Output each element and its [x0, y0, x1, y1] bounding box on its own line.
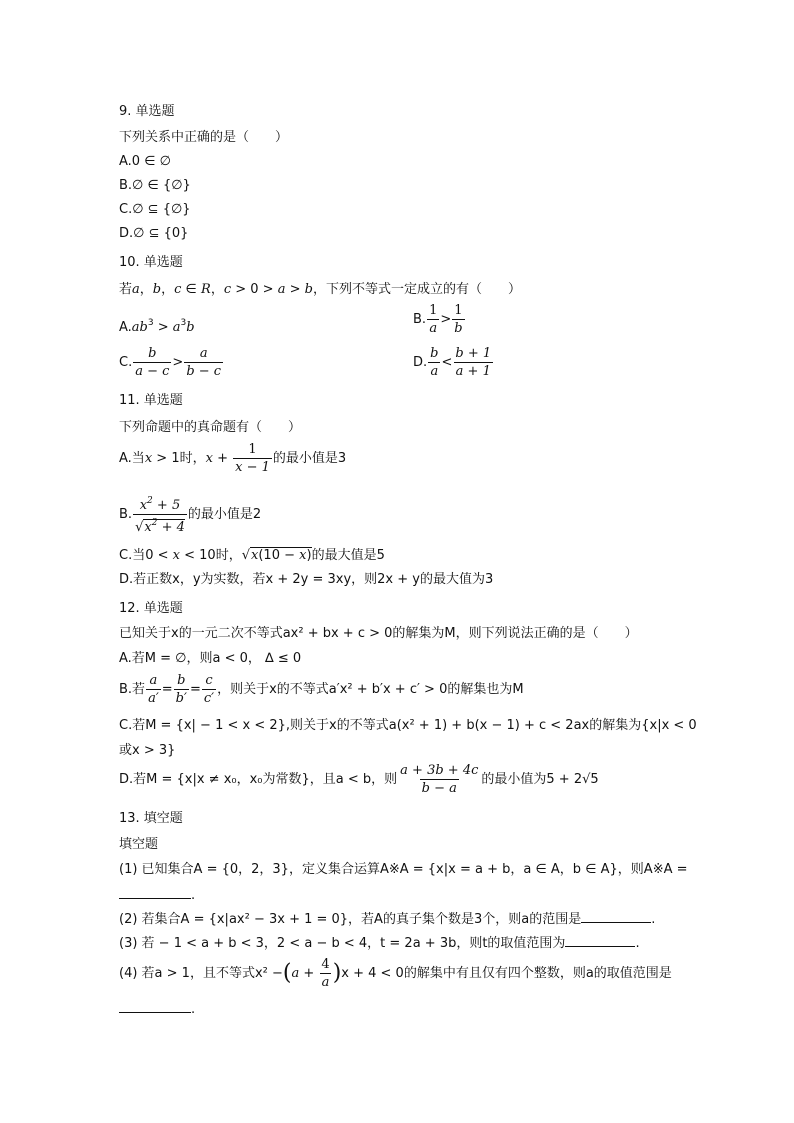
q13-part1: (1) 已知集合A = {0，2，3}，定义集合运算A※A = {x|x = a + b，a ∈ A，b ∈ A}，则A※A = — [119, 862, 688, 877]
q12-option-d: D.若M = {x|x ≠ x₀，x₀为常数}，且a < b，则 $\frac{a + 3b + 4c}{b - a}$ 的最小值为5 + 2√5 — [119, 763, 599, 796]
q13-part3-blank[interactable] — [565, 932, 635, 947]
q9-option-c: C.∅ ⊆ {∅} — [119, 202, 191, 217]
q11-option-b: B. $\frac{x^2 + 5}{√x^2 + 4}$ 的最小值是2 — [119, 496, 262, 535]
q13-part2: (2) 若集合A = {x|ax² − 3x + 1 = 0}，若A的真子集个数是3个，则a的范围是 . — [119, 908, 655, 930]
q10-option-b: B. $\frac{1}{a}$ > $\frac{1}{b}$ — [413, 303, 463, 336]
q11-option-a: A.当x > 1时，x + $\frac{1}{x - 1}$ 的最小值是3 — [119, 442, 347, 475]
q10-header: 10. 单选题 — [119, 255, 183, 270]
q13-part1-blank[interactable]: . — [119, 884, 195, 906]
q13-header: 13. 填空题 — [119, 811, 183, 826]
q11-header: 11. 单选题 — [119, 393, 183, 408]
q13-part4: (4) 若a > 1，且不等式x² −(a + $\frac{4}{a}$ )x + 4 < 0的解集中有且仅有四个整数，则a的取值范围是 — [119, 957, 672, 990]
q9-option-b: B.∅ ∈ {∅} — [119, 178, 191, 193]
q10-stem: 若a，b，c ∈ R，c > 0 > a > b，下列不等式一定成立的有（ ） — [119, 282, 521, 297]
q13-part2-blank[interactable] — [581, 908, 651, 923]
q9-header: 9. 单选题 — [119, 104, 175, 119]
q12-option-c-line1: C.若M = {x| − 1 < x < 2},则关于x的不等式a(x² + 1) + b(x − 1) + c < 2ax的解集为{x|x < 0 — [119, 718, 697, 733]
q12-option-b: B.若 $\frac{a}{a'}$ = $\frac{b}{b'}$ = $\frac{c}{c'}$ ，则关于x的不等式a′x² + b′x + c′ > 0的解集也为M — [119, 673, 524, 706]
q13-part4-blank[interactable]: . — [119, 998, 195, 1020]
q12-option-a: A.若M = ∅，则a < 0， ∆ ≤ 0 — [119, 651, 302, 666]
q11-option-c: C.当0 < x < 10时，√x(10 − x)的最大值是5 — [119, 548, 385, 563]
q12-option-c-line2: 或x > 3} — [119, 743, 176, 758]
q12-header: 12. 单选题 — [119, 601, 183, 616]
q11-option-d: D.若正数x，y为实数，若x + 2y = 3xy，则2x + y的最大值为3 — [119, 572, 494, 587]
q9-option-a: A.0 ∈ ∅ — [119, 154, 171, 169]
q13-subheader: 填空题 — [119, 837, 159, 852]
q9-option-d: D.∅ ⊆ {0} — [119, 226, 189, 241]
q13-part3: (3) 若 − 1 < a + b < 3，2 < a − b < 4，t = 2a + 3b，则t的取值范围为 . — [119, 932, 640, 954]
q10-option-a: $A.ab^3 > a^3b$ — [119, 318, 195, 335]
q11-stem: 下列命题中的真命题有（ ） — [119, 420, 302, 435]
q9-stem: 下列关系中正确的是（ ） — [119, 130, 289, 145]
q10-option-c: C. $\frac{b}{a - c}$ > $\frac{a}{b - c}$ — [119, 346, 222, 379]
q12-stem: 已知关于x的一元二次不等式ax² + bx + c > 0的解集为M，则下列说法正确的是（ ） — [119, 626, 638, 641]
q10-option-d: D. $\frac{b}{a}$ < $\frac{b + 1}{a + 1}$ — [413, 346, 492, 379]
